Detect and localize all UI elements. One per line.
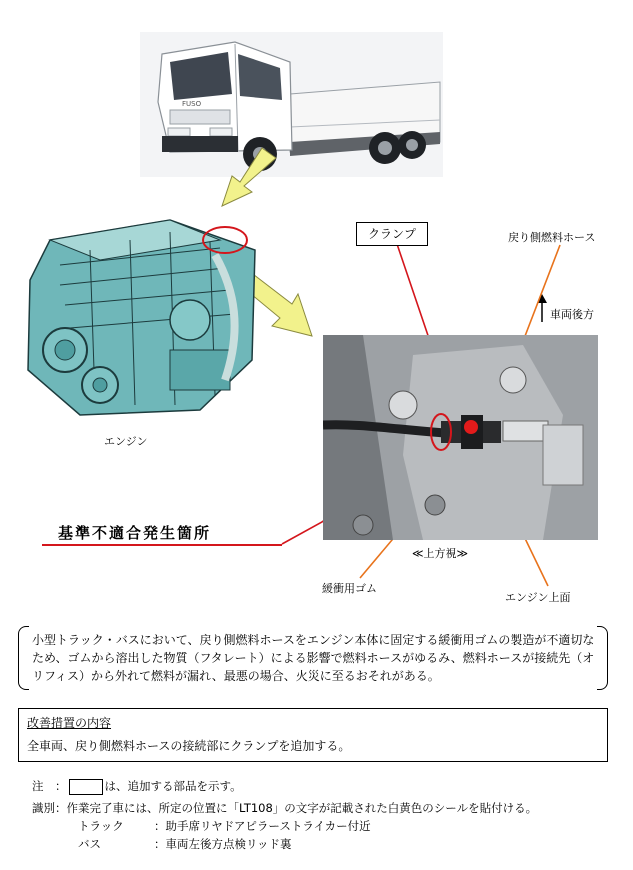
bus-label: バス: [78, 837, 101, 851]
note-sample-box: [69, 779, 103, 795]
note-label: 注 ：: [32, 779, 67, 793]
description-text: 小型トラック・バスにおいて、戻り側燃料ホースをエンジン本体に固定する緩衝用ゴムの製造が不適切なため、ゴムから溶出した物質（フタレート）による影響で燃料ホースがゆるみ、燃料ホースが接続先（オリフィス）から外れて燃料が漏れ、最悪の場合、火災に至るおそれがある。: [32, 633, 595, 683]
bracket-left: [18, 626, 29, 690]
remedy-box: [18, 708, 608, 762]
buffer-rubber-label: 緩衝用ゴム: [322, 582, 377, 595]
bus-row: [78, 836, 292, 852]
clamp-label: クランプ: [356, 222, 428, 246]
remedy-body: 全車両、戻り側燃料ホースの接続部にクランプを追加する。: [27, 739, 351, 753]
id-row: [32, 800, 537, 816]
vehicle-rear-label: 車両後方: [550, 308, 594, 321]
return-hose-label: 戻り側燃料ホース: [508, 231, 596, 244]
bus-text: ：車両左後方点検リッド裏: [154, 837, 292, 851]
non-compliance-heading: 基準不適合発生箇所: [58, 524, 212, 542]
remedy-title: 改善措置の内容: [27, 716, 112, 730]
id-text: 作業完了車には、所定の位置に「LT108」の文字が記載された白黄色のシールを貼付ける。: [66, 801, 538, 815]
engine-top-label: エンジン上面: [505, 591, 571, 604]
truck-text: ：助手席リヤドアピラーストライカー付近: [154, 819, 371, 833]
truck-brand-text: FUSO: [182, 100, 202, 108]
top-view-label: ≪上方視≫: [412, 547, 469, 560]
arrow-truck-to-engine: [222, 148, 276, 206]
note-row: [32, 778, 242, 795]
description-panel: [18, 626, 608, 690]
engine-image: [20, 210, 275, 425]
id-label: 識別：: [32, 801, 67, 815]
engine-label: エンジン: [104, 435, 148, 448]
note-text: は、追加する部品を示す。: [104, 779, 242, 793]
truck-label: トラック: [78, 819, 124, 833]
truck-row: [78, 818, 371, 834]
top-view-photo: [323, 335, 598, 540]
heading-underline: [42, 544, 282, 546]
bracket-right: [597, 626, 608, 690]
